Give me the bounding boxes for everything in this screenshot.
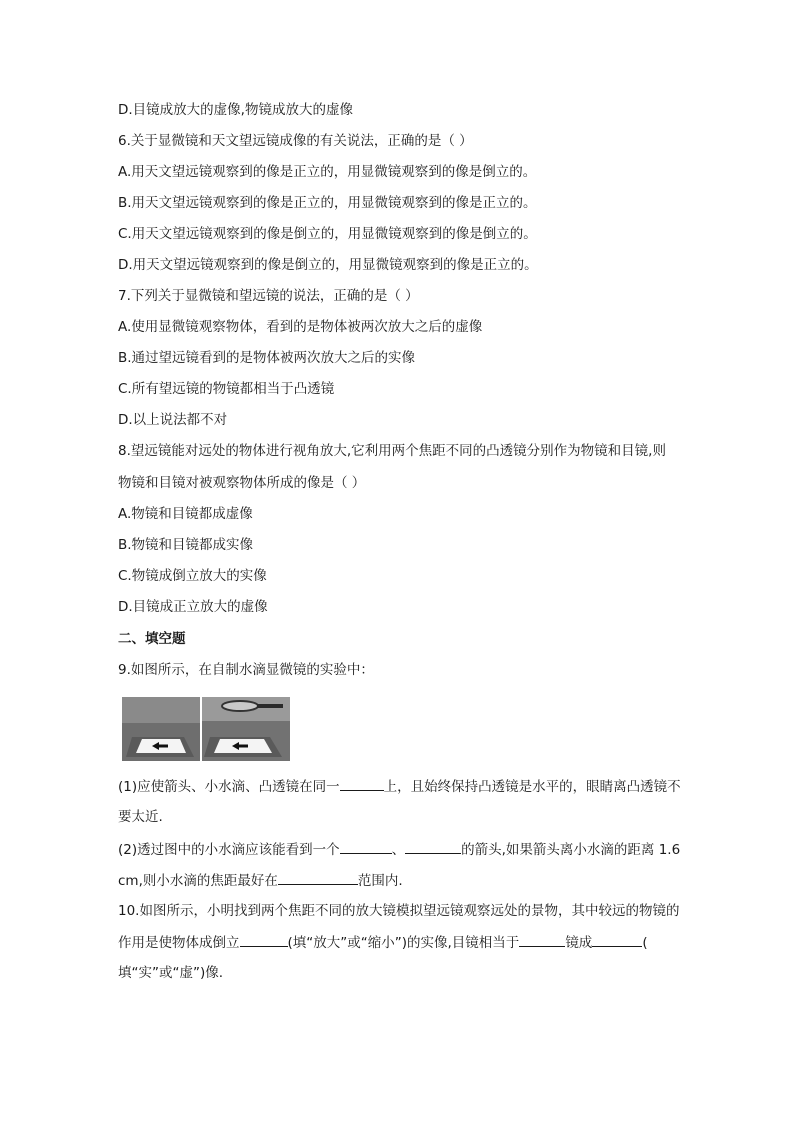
question-9-part-2-cont [118,871,403,890]
question-8-cont: 物镜和目镜对被观察物体所成的像是（ ） [118,475,366,491]
option-7d: D.以上说法都不对 [118,412,228,428]
question-9-part-1-cont: 要太近. [118,809,163,825]
q10-text-b3: 镜成 [565,935,593,951]
option-7a: A.使用显微镜观察物体，看到的是物体被两次放大之后的虚像 [118,319,483,335]
section-heading: 二、填空题 [118,631,186,647]
answer-blank[interactable] [340,840,392,854]
option-8c: C.物镜成倒立放大的实像 [118,568,267,584]
answer-blank[interactable] [519,933,565,947]
question-10-cont-2: 填“实”或“虚”)像. [118,965,224,981]
q9-part2-text-c: 的箭头,如果箭头离小水滴的距离 1.6 [461,842,681,858]
option-6d: D.用天文望远镜观察到的像是倒立的，用显微镜观察到的像是正立的。 [118,257,538,273]
question-7: 7.下列关于显微镜和望远镜的说法，正确的是（ ） [118,288,419,304]
option-7c: C.所有望远镜的物镜都相当于凸透镜 [118,381,335,397]
q9-part2-sep: 、 [391,842,406,858]
option-6b: B.用天文望远镜观察到的像是正立的，用显微镜观察到的像是正立的。 [118,195,537,211]
q9-part1-text-a: (1)应使箭头、小水滴、凸透镜在同一 [118,779,340,795]
figure-right-panel [202,697,290,761]
answer-blank[interactable] [278,871,358,885]
question-6: 6.关于显微镜和天文望远镜成像的有关说法，正确的是（ ） [118,133,473,149]
option-8b: B.物镜和目镜都成实像 [118,537,254,553]
question-10: 10.如图所示，小明找到两个焦距不同的放大镜模拟望远镜观察远处的景物，其中较远的物镜的 [118,903,680,919]
q9-part2-text-d: cm,则小水滴的焦距最好在 [118,873,278,889]
q9-part2-text-a: (2)透过图中的小水滴应该能看到一个 [118,842,340,858]
option-7b: B.通过望远镜看到的是物体被两次放大之后的实像 [118,350,416,366]
q10-text-b1: 作用是使物体成倒立 [118,935,240,951]
question-8: 8.望远镜能对远处的物体进行视角放大,它利用两个焦距不同的凸透镜分别作为物镜和目镜,则 [118,443,666,459]
option-8d: D.目镜成正立放大的虚像 [118,599,268,615]
question-9-part-2 [118,840,680,859]
figure-left-panel [122,697,200,761]
q10-text-b4: ( [642,935,648,951]
answer-blank[interactable] [240,933,288,947]
question-10-cont [118,933,648,952]
option-6a: A.用天文望远镜观察到的像是正立的，用显微镜观察到的像是倒立的。 [118,164,537,180]
answer-blank[interactable] [592,933,642,947]
answer-blank[interactable] [340,777,384,791]
q9-part1-text-b: 上，且始终保持凸透镜是水平的，眼睛离凸透镜不 [383,779,681,795]
option-6c: C.用天文望远镜观察到的像是倒立的，用显微镜观察到的像是倒立的。 [118,226,537,242]
question-9: 9.如图所示，在自制水滴显微镜的实验中： [118,662,374,678]
question-9-part-1 [118,777,681,796]
q9-part2-text-e: 范围内. [357,873,403,889]
option-5d: D.目镜成放大的虚像,物镜成放大的虚像 [118,102,353,118]
option-8a: A.物镜和目镜都成虚像 [118,506,253,522]
arrow-on-paper-image [122,697,200,761]
water-drop-microscope-figure [122,697,290,761]
q10-text-b2: (填“放大”或“缩小”)的实像,目镜相当于 [287,935,520,951]
answer-blank[interactable] [405,840,461,854]
magnifier-over-arrow-image [202,697,290,761]
